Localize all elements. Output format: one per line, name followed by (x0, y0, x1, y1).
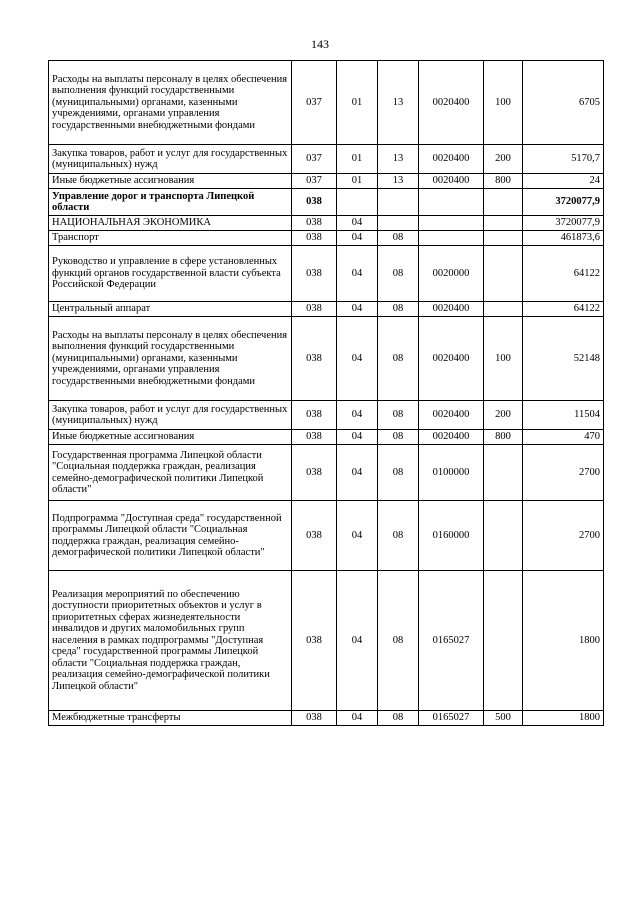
amount-cell: 6705 (523, 61, 604, 145)
subsection-cell: 08 (378, 711, 419, 726)
target-article-cell: 0020000 (419, 246, 484, 302)
table-row (49, 711, 604, 726)
row-name-cell: Иные бюджетные ассигнования (49, 430, 292, 445)
target-article-cell: 0020400 (419, 61, 484, 145)
amount-cell: 2700 (523, 445, 604, 501)
expense-type-cell: 800 (484, 430, 523, 445)
amount-cell: 3720077,9 (523, 189, 604, 216)
row-name-cell: Иные бюджетные ассигнования (49, 174, 292, 189)
expense-type-cell (484, 501, 523, 571)
expense-type-cell (484, 189, 523, 216)
ved-cell: 038 (292, 445, 337, 501)
ved-cell: 038 (292, 571, 337, 711)
table-row (49, 430, 604, 445)
section-cell: 04 (337, 501, 378, 571)
section-cell: 04 (337, 302, 378, 317)
table-row (49, 571, 604, 711)
amount-cell: 64122 (523, 302, 604, 317)
table-row (49, 302, 604, 317)
amount-cell: 11504 (523, 401, 604, 430)
table-row (49, 231, 604, 246)
ved-cell: 038 (292, 216, 337, 231)
table-row (49, 174, 604, 189)
subsection-cell (378, 189, 419, 216)
amount-cell: 461873,6 (523, 231, 604, 246)
subsection-cell: 13 (378, 145, 419, 174)
target-article-cell (419, 189, 484, 216)
target-article-cell: 0020400 (419, 174, 484, 189)
table-row (49, 189, 604, 216)
expense-type-cell: 100 (484, 317, 523, 401)
target-article-cell (419, 216, 484, 231)
budget-table-body (49, 61, 604, 726)
table-row (49, 317, 604, 401)
subsection-cell: 08 (378, 231, 419, 246)
section-cell: 04 (337, 711, 378, 726)
subsection-cell: 08 (378, 317, 419, 401)
ved-cell: 038 (292, 246, 337, 302)
table-row (49, 145, 604, 174)
expense-type-cell (484, 216, 523, 231)
ved-cell: 037 (292, 145, 337, 174)
row-name-cell: Государственная программа Липецкой области "Социальная поддержка граждан, реализация семейно-демографической политики Липецкой области" (49, 445, 292, 501)
section-cell: 01 (337, 174, 378, 189)
subsection-cell: 08 (378, 302, 419, 317)
section-cell: 04 (337, 216, 378, 231)
expense-type-cell: 100 (484, 61, 523, 145)
amount-cell: 1800 (523, 711, 604, 726)
expense-type-cell: 200 (484, 401, 523, 430)
ved-cell: 038 (292, 401, 337, 430)
row-name-cell: Центральный аппарат (49, 302, 292, 317)
expense-type-cell (484, 571, 523, 711)
budget-table (48, 60, 604, 726)
subsection-cell: 08 (378, 571, 419, 711)
section-cell: 01 (337, 145, 378, 174)
row-name-cell: Расходы на выплаты персоналу в целях обеспечения выполнения функций государственными (муниципальными) органами, казенными учреждениями, органами управления государственными внебюджетными фондами (49, 317, 292, 401)
target-article-cell: 0165027 (419, 571, 484, 711)
page-number: 143 (311, 37, 329, 51)
ved-cell: 038 (292, 430, 337, 445)
subsection-cell: 08 (378, 401, 419, 430)
target-article-cell: 0020400 (419, 145, 484, 174)
amount-cell: 64122 (523, 246, 604, 302)
subsection-cell: 08 (378, 430, 419, 445)
expense-type-cell (484, 302, 523, 317)
subsection-cell: 08 (378, 246, 419, 302)
row-name-cell: Закупка товаров, работ и услуг для государственных (муниципальных) нужд (49, 145, 292, 174)
ved-cell: 037 (292, 61, 337, 145)
table-row (49, 246, 604, 302)
expense-type-cell: 200 (484, 145, 523, 174)
amount-cell: 3720077,9 (523, 216, 604, 231)
section-cell (337, 189, 378, 216)
table-row (49, 501, 604, 571)
target-article-cell (419, 231, 484, 246)
section-cell: 04 (337, 430, 378, 445)
row-name-cell: НАЦИОНАЛЬНАЯ ЭКОНОМИКА (49, 216, 292, 231)
ved-cell: 038 (292, 317, 337, 401)
subsection-cell (378, 216, 419, 231)
ved-cell: 038 (292, 501, 337, 571)
amount-cell: 1800 (523, 571, 604, 711)
table-row (49, 401, 604, 430)
row-name-cell: Межбюджетные трансферты (49, 711, 292, 726)
row-name-cell: Руководство и управление в сфере установленных функций органов государственной власти субъекта Российской Федерации (49, 246, 292, 302)
expense-type-cell: 800 (484, 174, 523, 189)
subsection-cell: 08 (378, 501, 419, 571)
subsection-cell: 08 (378, 445, 419, 501)
section-cell: 04 (337, 231, 378, 246)
ved-cell: 038 (292, 231, 337, 246)
ved-cell: 038 (292, 711, 337, 726)
target-article-cell: 0100000 (419, 445, 484, 501)
target-article-cell: 0160000 (419, 501, 484, 571)
section-cell: 04 (337, 571, 378, 711)
row-name-cell: Подпрограмма "Доступная среда" государственной программы Липецкой области "Социальная поддержка граждан, реализация семейно-демографической политики Липецкой области" (49, 501, 292, 571)
amount-cell: 24 (523, 174, 604, 189)
section-cell: 04 (337, 246, 378, 302)
target-article-cell: 0020400 (419, 430, 484, 445)
expense-type-cell (484, 231, 523, 246)
amount-cell: 5170,7 (523, 145, 604, 174)
row-name-cell: Закупка товаров, работ и услуг для государственных (муниципальных) нужд (49, 401, 292, 430)
expense-type-cell: 500 (484, 711, 523, 726)
subsection-cell: 13 (378, 174, 419, 189)
ved-cell: 037 (292, 174, 337, 189)
target-article-cell: 0020400 (419, 401, 484, 430)
row-name-cell: Управление дорог и транспорта Липецкой области (49, 189, 292, 216)
amount-cell: 2700 (523, 501, 604, 571)
table-row (49, 445, 604, 501)
section-cell: 04 (337, 445, 378, 501)
target-article-cell: 0020400 (419, 317, 484, 401)
amount-cell: 470 (523, 430, 604, 445)
section-cell: 01 (337, 61, 378, 145)
row-name-cell: Реализация мероприятий по обеспечению доступности приоритетных объектов и услуг в приоритетных сферах жизнедеятельности инвалидов и других маломобильных групп населения в рамках подпрограммы "Доступная среда" государственной программы Липецкой области "Социальная поддержка граждан, реализация семейно-демографической политики Липецкой области" (49, 571, 292, 711)
section-cell: 04 (337, 317, 378, 401)
table-row (49, 216, 604, 231)
expense-type-cell (484, 445, 523, 501)
row-name-cell: Транспорт (49, 231, 292, 246)
target-article-cell: 0020400 (419, 302, 484, 317)
row-name-cell: Расходы на выплаты персоналу в целях обеспечения выполнения функций государственными (муниципальными) органами, казенными учреждениями, органами управления государственными внебюджетными фондами (49, 61, 292, 145)
ved-cell: 038 (292, 302, 337, 317)
ved-cell: 038 (292, 189, 337, 216)
amount-cell: 52148 (523, 317, 604, 401)
subsection-cell: 13 (378, 61, 419, 145)
target-article-cell: 0165027 (419, 711, 484, 726)
section-cell: 04 (337, 401, 378, 430)
expense-type-cell (484, 246, 523, 302)
table-row (49, 61, 604, 145)
